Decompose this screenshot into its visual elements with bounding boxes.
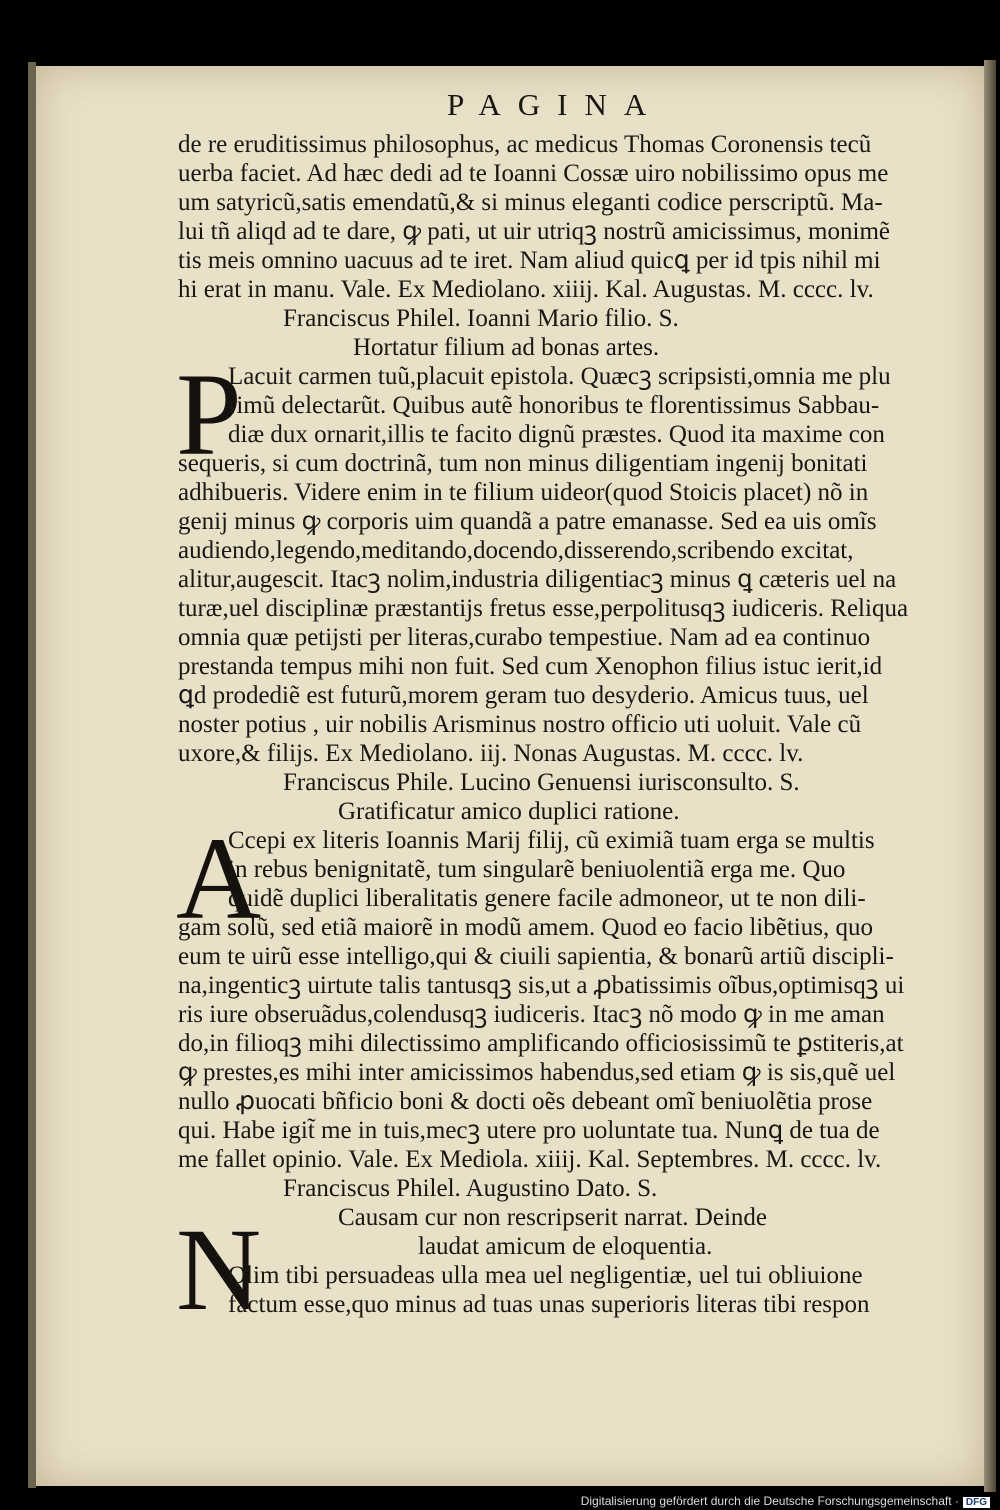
text-line: factum esse,quo minus ad tuas unas superioris literas tibi respon bbox=[228, 1291, 870, 1318]
text-line: do,in filioqꝫ mihi dilectissimo amplificando officiosissimũ te ꝑstiteris,at bbox=[178, 1030, 904, 1057]
page-text bbox=[176, 130, 958, 1335]
footer-text: Digitalisierung gefördert durch die Deutsche Forschungsgemeinschaft · bbox=[580, 1494, 959, 1508]
text-line: tis meis omnino uacuus ad te iret. Nam aliud quicꝗ per id tpis nihil mi bbox=[178, 247, 881, 274]
text-line: in rebus benignitatẽ, tum singularẽ beniuolentiã erga me. Quo bbox=[228, 856, 846, 883]
letter-summary: Hortatur filium ad bonas artes. bbox=[353, 334, 660, 361]
text-line: ꝙ prestes,es mihi inter amicissimos habendus,sed etiam ꝙ is sis,quẽ uel bbox=[178, 1059, 896, 1086]
dropcap-p: P bbox=[176, 349, 242, 480]
page-right-edge bbox=[984, 60, 996, 1492]
text-line: de re eruditissimus philosophus, ac medicus Thomas Coronensis tecũ bbox=[178, 131, 872, 158]
text-line: ris iure obseruãdus,colendusqꝫ iudiceris. Itacꝫ nõ modo ꝙ in me aman bbox=[178, 1001, 885, 1028]
text-line: audiendo,legendo,meditando,docendo,disserendo,scribendo excitat, bbox=[178, 537, 854, 564]
letter-summary: laudat amicum de eloquentia. bbox=[418, 1233, 713, 1260]
text-line: sequeris, si cum doctrinã, tum non minus diligentiam ingenij bonitati bbox=[178, 450, 868, 477]
text-line: diæ dux ornarit,illis te facito dignũ præstes. Quod ita maxime con bbox=[228, 421, 885, 448]
letter-summary: Causam cur non rescripserit narrat. Deinde bbox=[338, 1204, 768, 1231]
text-line: omnia quæ petijsti per literas,curabo tempestiue. Nam ad ea continuo bbox=[178, 624, 871, 651]
dropcap-n: N bbox=[176, 1204, 262, 1335]
text-line: noster potius , uir nobilis Arisminus nostro officio uti uoluit. Vale cũ bbox=[178, 711, 862, 738]
text-line: turæ,uel disciplinæ præstantijs fretus esse,perpolitusqꝫ iudiceris. Reliqua bbox=[178, 595, 909, 622]
dfg-logo: DFG bbox=[963, 1497, 990, 1508]
letter-summary: Gratificatur amico duplici ratione. bbox=[338, 798, 680, 825]
text-line: uxore,& filijs. Ex Mediolano. iij. Nonas Augustas. M. cccc. lv. bbox=[178, 740, 804, 767]
text-line: uerba faciet. Ad hæc dedi ad te Ioanni Cossæ uiro nobilissimo opus me bbox=[178, 160, 889, 187]
dropcap-a: A bbox=[176, 813, 262, 944]
text-line: gam solũ, sed etiã maiorẽ in modũ amem. Quod eo facio libẽtius, quo bbox=[178, 914, 873, 941]
text-line: me fallet opinio. Vale. Ex Mediola. xiiij. Kal. Septembres. M. cccc. lv. bbox=[178, 1146, 882, 1173]
text-line: um satyricũ,satis emendatũ,& si minus eleganti codice perscriptũ. Ma- bbox=[178, 189, 883, 216]
text-line: genij minus ꝙ corporis uim quandã a patre emanasse. Sed ea uis omĩs bbox=[178, 508, 877, 535]
text-line: hi erat in manu. Vale. Ex Mediolano. xiiij. Kal. Augustas. M. cccc. lv. bbox=[178, 276, 874, 303]
text-line: ꝗd prodediẽ est futurũ,morem geram tuo desyderio. Amicus tuus, uel bbox=[178, 682, 869, 709]
page-left-edge bbox=[28, 62, 36, 1488]
text-line: nullo ꝓuocati bñficio boni & docti oẽs debeant omĩ beniuolẽtia prose bbox=[178, 1088, 873, 1115]
text-line: eum te uirũ esse intelligo,qui & ciuili sapientia, & bonarũ artiũ discipli- bbox=[178, 943, 894, 970]
page-header: PAGINA bbox=[447, 87, 664, 122]
text-line: Lacuit carmen tuũ,placuit epistola. Quæcꝫ scripsisti,omnia me plu bbox=[228, 363, 891, 390]
letter-salutation: Franciscus Philel. Augustino Dato. S. bbox=[283, 1175, 658, 1202]
text-line: quidẽ duplici liberalitatis genere facile admoneor, ut te non dili- bbox=[228, 885, 866, 912]
letter-salutation: Franciscus Philel. Ioanni Mario filio. S. bbox=[283, 305, 679, 332]
text-line: Ccepi ex literis Ioannis Marij filij, cũ eximiã tuam erga se multis bbox=[228, 827, 875, 854]
text-line: prestanda tempus mihi non fuit. Sed cum Xenophon filius istuc ierit,id bbox=[178, 653, 883, 680]
letter-salutation: Franciscus Phile. Lucino Genuensi iurisconsulto. S. bbox=[283, 769, 800, 796]
text-line: na,ingenticꝫ uirtute talis tantusqꝫ sis,ut a ꝓbatissimis oĩbus,optimisqꝫ ui bbox=[178, 972, 905, 999]
footer-credit bbox=[581, 1494, 990, 1508]
text-line: Olim tibi persuadeas ulla mea uel negligentiæ, uel tui obliuione bbox=[228, 1262, 863, 1289]
text-line: qui. Habe igit̃ me in tuis,mecꝫ utere pro uoluntate tua. Nunꝗ de tua de bbox=[178, 1117, 880, 1144]
text-line: alitur,augescit. Itacꝫ nolim,industria diligentiacꝫ minus ꝗ cæteris uel na bbox=[178, 566, 897, 593]
text-line: adhibueris. Videre enim in te filium uideor(quod Stoicis placet) nõ in bbox=[178, 479, 869, 506]
text-line: lui tñ aliqd ad te dare, ꝙ pati, ut uir utriqꝫ nostrũ amicissimus, monimẽ bbox=[178, 218, 890, 245]
text-line: rimũ delectarũt. Quibus autẽ honoribus te florentissimus Sabbau- bbox=[228, 392, 880, 419]
